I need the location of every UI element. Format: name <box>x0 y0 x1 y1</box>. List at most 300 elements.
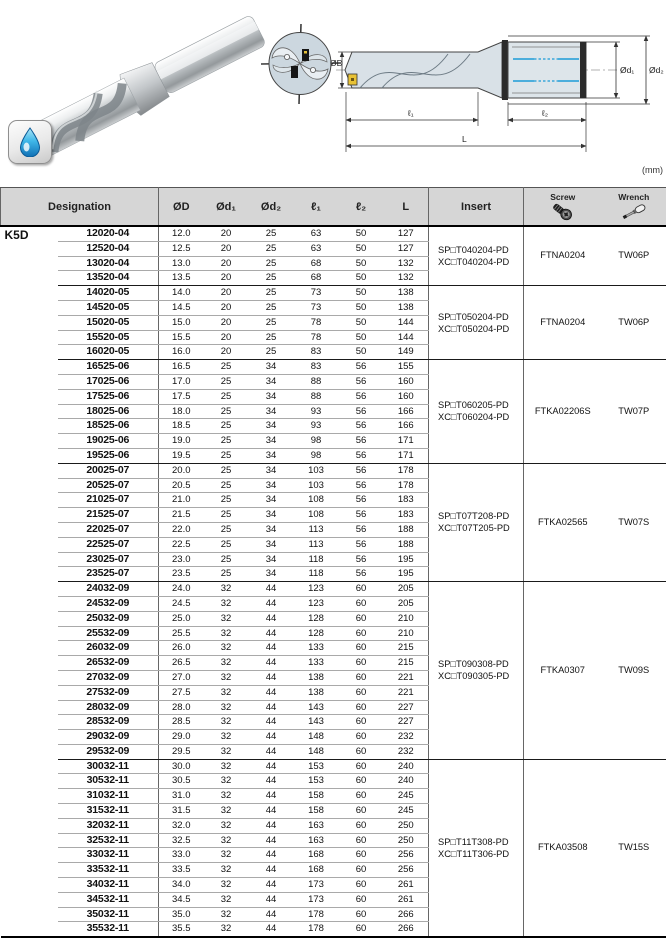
value-cell: 32 <box>204 789 249 804</box>
value-cell: 188 <box>384 522 429 537</box>
insert-code: SP□T090308-PD <box>438 658 523 670</box>
value-cell: 15.5 <box>159 330 204 345</box>
table-row <box>1 360 666 375</box>
value-cell: 60 <box>339 759 384 774</box>
value-cell: 168 <box>294 848 339 863</box>
header-L: L <box>384 188 429 227</box>
value-cell: 127 <box>384 226 429 241</box>
value-cell: 256 <box>384 848 429 863</box>
value-cell: 34 <box>249 508 294 523</box>
value-cell: 60 <box>339 863 384 878</box>
value-cell: 56 <box>339 419 384 434</box>
value-cell: 31.5 <box>159 804 204 819</box>
value-cell: 32 <box>204 774 249 789</box>
value-cell: 32 <box>204 759 249 774</box>
designation-cell: 25032-09 <box>58 611 159 626</box>
designation-cell: 17525-06 <box>58 389 159 404</box>
designation-cell: 12020-04 <box>58 226 159 241</box>
value-cell: 20 <box>204 271 249 286</box>
value-cell: 16.0 <box>159 345 204 360</box>
value-cell: 78 <box>294 315 339 330</box>
screw-label: Screw <box>550 192 575 202</box>
header-insert: Insert <box>429 188 524 227</box>
value-cell: 25 <box>204 360 249 375</box>
value-cell: 133 <box>294 656 339 671</box>
header-od1: Ød₁ <box>204 188 249 227</box>
designation-cell: 16525-06 <box>58 360 159 375</box>
dim-label-od: ØD <box>330 58 343 68</box>
value-cell: 60 <box>339 596 384 611</box>
value-cell: 25 <box>249 241 294 256</box>
value-cell: 19.0 <box>159 434 204 449</box>
value-cell: 266 <box>384 922 429 937</box>
value-cell: 153 <box>294 759 339 774</box>
value-cell: 44 <box>249 863 294 878</box>
value-cell: 20.0 <box>159 463 204 478</box>
value-cell: 60 <box>339 730 384 745</box>
value-cell: 250 <box>384 818 429 833</box>
table-row <box>1 582 666 597</box>
value-cell: 29.5 <box>159 744 204 759</box>
value-cell: 173 <box>294 892 339 907</box>
value-cell: 56 <box>339 537 384 552</box>
value-cell: 34 <box>249 360 294 375</box>
designation-cell: 15020-05 <box>58 315 159 330</box>
value-cell: 34.0 <box>159 878 204 893</box>
screw-code: FTKA0307 <box>524 582 602 760</box>
value-cell: 60 <box>339 922 384 937</box>
value-cell: 221 <box>384 685 429 700</box>
value-cell: 24.5 <box>159 596 204 611</box>
value-cell: 25 <box>249 256 294 271</box>
value-cell: 25 <box>249 300 294 315</box>
value-cell: 25 <box>204 478 249 493</box>
value-cell: 60 <box>339 744 384 759</box>
designation-cell: 32032-11 <box>58 818 159 833</box>
designation-cell: 33532-11 <box>58 863 159 878</box>
value-cell: 266 <box>384 907 429 922</box>
value-cell: 50 <box>339 300 384 315</box>
value-cell: 34 <box>249 448 294 463</box>
insert-code: XC□T060204-PD <box>438 411 523 423</box>
value-cell: 25 <box>204 522 249 537</box>
drill-product-photo <box>10 0 290 170</box>
value-cell: 25 <box>204 389 249 404</box>
value-cell: 50 <box>339 330 384 345</box>
value-cell: 50 <box>339 315 384 330</box>
value-cell: 24.0 <box>159 582 204 597</box>
designation-cell: 15520-05 <box>58 330 159 345</box>
value-cell: 160 <box>384 389 429 404</box>
value-cell: 227 <box>384 715 429 730</box>
value-cell: 44 <box>249 670 294 685</box>
insert-code: SP□T11T308-PD <box>438 836 523 848</box>
designation-cell: 28532-09 <box>58 715 159 730</box>
value-cell: 35.5 <box>159 922 204 937</box>
designation-cell: 33032-11 <box>58 848 159 863</box>
value-cell: 44 <box>249 596 294 611</box>
header-screw <box>524 188 602 227</box>
designation-cell: 20525-07 <box>58 478 159 493</box>
value-cell: 50 <box>339 345 384 360</box>
dim-label-l2: ℓ₂ <box>541 108 548 118</box>
value-cell: 27.5 <box>159 685 204 700</box>
value-cell: 50 <box>339 271 384 286</box>
value-cell: 44 <box>249 818 294 833</box>
value-cell: 83 <box>294 345 339 360</box>
value-cell: 27.0 <box>159 670 204 685</box>
value-cell: 178 <box>384 463 429 478</box>
insert-code: XC□T050204-PD <box>438 323 523 335</box>
value-cell: 56 <box>339 552 384 567</box>
value-cell: 56 <box>339 478 384 493</box>
value-cell: 232 <box>384 744 429 759</box>
designation-cell: 24032-09 <box>58 582 159 597</box>
value-cell: 25 <box>204 419 249 434</box>
value-cell: 23.5 <box>159 567 204 582</box>
value-cell: 32 <box>204 700 249 715</box>
value-cell: 22.0 <box>159 522 204 537</box>
value-cell: 33.5 <box>159 863 204 878</box>
value-cell: 183 <box>384 493 429 508</box>
value-cell: 32 <box>204 907 249 922</box>
designation-cell: 34532-11 <box>58 892 159 907</box>
value-cell: 215 <box>384 656 429 671</box>
value-cell: 138 <box>294 685 339 700</box>
drawing-body <box>345 42 502 98</box>
value-cell: 68 <box>294 256 339 271</box>
value-cell: 26.0 <box>159 641 204 656</box>
designation-cell: 23025-07 <box>58 552 159 567</box>
table-row <box>1 759 666 774</box>
value-cell: 240 <box>384 774 429 789</box>
wrench-icon <box>621 203 647 221</box>
value-cell: 32 <box>204 863 249 878</box>
screw-code: FTKA03508 <box>524 759 602 937</box>
drill-end-view-diagram <box>261 24 341 104</box>
value-cell: 60 <box>339 715 384 730</box>
designation-cell: 17025-06 <box>58 374 159 389</box>
designation-cell: 16020-05 <box>58 345 159 360</box>
header-designation: Designation <box>1 188 159 227</box>
value-cell: 60 <box>339 892 384 907</box>
table-row <box>1 463 666 478</box>
value-cell: 34.5 <box>159 892 204 907</box>
designation-cell: 31532-11 <box>58 804 159 819</box>
value-cell: 56 <box>339 493 384 508</box>
value-cell: 25 <box>204 552 249 567</box>
value-cell: 60 <box>339 907 384 922</box>
value-cell: 21.5 <box>159 508 204 523</box>
value-cell: 132 <box>384 271 429 286</box>
insert-code: SP□T050204-PD <box>438 311 523 323</box>
value-cell: 13.0 <box>159 256 204 271</box>
value-cell: 128 <box>294 626 339 641</box>
table-row <box>1 226 666 241</box>
value-cell: 166 <box>384 419 429 434</box>
value-cell: 132 <box>384 256 429 271</box>
dim-label-L: L <box>462 134 467 144</box>
value-cell: 20.5 <box>159 478 204 493</box>
designation-cell: 32532-11 <box>58 833 159 848</box>
value-cell: 178 <box>294 922 339 937</box>
value-cell: 32.0 <box>159 818 204 833</box>
value-cell: 32 <box>204 626 249 641</box>
value-cell: 128 <box>294 611 339 626</box>
value-cell: 34 <box>249 552 294 567</box>
value-cell: 28.5 <box>159 715 204 730</box>
value-cell: 44 <box>249 626 294 641</box>
value-cell: 25 <box>204 567 249 582</box>
value-cell: 25 <box>204 463 249 478</box>
designation-cell: 18025-06 <box>58 404 159 419</box>
insert-code: SP□T040204-PD <box>438 244 523 256</box>
value-cell: 20 <box>204 315 249 330</box>
value-cell: 103 <box>294 478 339 493</box>
value-cell: 113 <box>294 537 339 552</box>
value-cell: 78 <box>294 330 339 345</box>
insert-cell <box>429 360 524 464</box>
value-cell: 21.0 <box>159 493 204 508</box>
value-cell: 32 <box>204 892 249 907</box>
value-cell: 160 <box>384 374 429 389</box>
value-cell: 56 <box>339 522 384 537</box>
value-cell: 25 <box>249 286 294 301</box>
designation-cell: 34032-11 <box>58 878 159 893</box>
value-cell: 261 <box>384 878 429 893</box>
value-cell: 60 <box>339 804 384 819</box>
value-cell: 153 <box>294 774 339 789</box>
value-cell: 20 <box>204 226 249 241</box>
designation-cell: 13020-04 <box>58 256 159 271</box>
value-cell: 210 <box>384 611 429 626</box>
value-cell: 245 <box>384 804 429 819</box>
value-cell: 88 <box>294 389 339 404</box>
value-cell: 73 <box>294 286 339 301</box>
value-cell: 56 <box>339 434 384 449</box>
value-cell: 138 <box>384 300 429 315</box>
value-cell: 50 <box>339 241 384 256</box>
screw-code: FTKA02565 <box>524 463 602 581</box>
value-cell: 56 <box>339 508 384 523</box>
value-cell: 17.0 <box>159 374 204 389</box>
value-cell: 31.0 <box>159 789 204 804</box>
value-cell: 60 <box>339 626 384 641</box>
value-cell: 20 <box>204 256 249 271</box>
wrench-code: TW07S <box>602 463 666 581</box>
value-cell: 50 <box>339 286 384 301</box>
value-cell: 25 <box>204 404 249 419</box>
value-cell: 20 <box>204 330 249 345</box>
value-cell: 25 <box>204 493 249 508</box>
value-cell: 118 <box>294 552 339 567</box>
value-cell: 34 <box>249 434 294 449</box>
value-cell: 103 <box>294 463 339 478</box>
value-cell: 205 <box>384 596 429 611</box>
value-cell: 60 <box>339 670 384 685</box>
value-cell: 26.5 <box>159 656 204 671</box>
value-cell: 44 <box>249 656 294 671</box>
value-cell: 261 <box>384 892 429 907</box>
value-cell: 44 <box>249 789 294 804</box>
value-cell: 25 <box>249 226 294 241</box>
value-cell: 25 <box>204 434 249 449</box>
illustration-band <box>0 0 666 186</box>
designation-cell: 14520-05 <box>58 300 159 315</box>
value-cell: 50 <box>339 226 384 241</box>
value-cell: 60 <box>339 789 384 804</box>
value-cell: 44 <box>249 878 294 893</box>
value-cell: 44 <box>249 582 294 597</box>
value-cell: 44 <box>249 833 294 848</box>
value-cell: 44 <box>249 774 294 789</box>
value-cell: 60 <box>339 848 384 863</box>
coolant-icon <box>8 120 52 164</box>
value-cell: 158 <box>294 789 339 804</box>
drawing-step-band <box>502 40 508 100</box>
table-row <box>1 286 666 301</box>
value-cell: 25.0 <box>159 611 204 626</box>
value-cell: 25 <box>204 537 249 552</box>
value-cell: 32 <box>204 670 249 685</box>
value-cell: 32 <box>204 641 249 656</box>
value-cell: 138 <box>384 286 429 301</box>
dimension-drawing <box>330 8 666 160</box>
value-cell: 98 <box>294 434 339 449</box>
value-cell: 195 <box>384 567 429 582</box>
designation-cell: 30032-11 <box>58 759 159 774</box>
value-cell: 44 <box>249 744 294 759</box>
value-cell: 63 <box>294 241 339 256</box>
wrench-code: TW15S <box>602 759 666 937</box>
value-cell: 123 <box>294 582 339 597</box>
wrench-label: Wrench <box>618 192 649 202</box>
value-cell: 25 <box>249 345 294 360</box>
value-cell: 60 <box>339 774 384 789</box>
value-cell: 168 <box>294 863 339 878</box>
value-cell: 30.0 <box>159 759 204 774</box>
value-cell: 127 <box>384 241 429 256</box>
header-l1: ℓ₁ <box>294 188 339 227</box>
insert-code: XC□T040204-PD <box>438 256 523 268</box>
value-cell: 44 <box>249 892 294 907</box>
value-cell: 138 <box>294 670 339 685</box>
value-cell: 32 <box>204 744 249 759</box>
value-cell: 144 <box>384 315 429 330</box>
value-cell: 123 <box>294 596 339 611</box>
value-cell: 173 <box>294 878 339 893</box>
value-cell: 133 <box>294 641 339 656</box>
designation-cell: 21525-07 <box>58 508 159 523</box>
value-cell: 178 <box>384 478 429 493</box>
value-cell: 60 <box>339 641 384 656</box>
value-cell: 44 <box>249 700 294 715</box>
value-cell: 18.0 <box>159 404 204 419</box>
designation-cell: 26032-09 <box>58 641 159 656</box>
wrench-code: TW06P <box>602 226 666 286</box>
value-cell: 32 <box>204 611 249 626</box>
dim-label-l1: ℓ₁ <box>407 108 414 118</box>
wrench-code: TW09S <box>602 582 666 760</box>
value-cell: 32 <box>204 730 249 745</box>
value-cell: 34 <box>249 567 294 582</box>
coolant-drop-icon <box>17 127 43 157</box>
designation-cell: 27032-09 <box>58 670 159 685</box>
screw-icon <box>551 203 575 221</box>
screw-code: FTNA0204 <box>524 286 602 360</box>
value-cell: 256 <box>384 863 429 878</box>
value-cell: 118 <box>294 567 339 582</box>
value-cell: 23.0 <box>159 552 204 567</box>
value-cell: 60 <box>339 656 384 671</box>
value-cell: 108 <box>294 508 339 523</box>
value-cell: 108 <box>294 493 339 508</box>
dim-label-od2: Ød₂ <box>649 65 664 75</box>
value-cell: 163 <box>294 833 339 848</box>
value-cell: 44 <box>249 685 294 700</box>
value-cell: 34 <box>249 478 294 493</box>
insert-code: SP□T060205-PD <box>438 399 523 411</box>
designation-cell: 25532-09 <box>58 626 159 641</box>
value-cell: 44 <box>249 641 294 656</box>
wrench-code: TW07P <box>602 360 666 464</box>
header-row <box>1 188 666 227</box>
value-cell: 32 <box>204 715 249 730</box>
value-cell: 25 <box>249 330 294 345</box>
value-cell: 143 <box>294 715 339 730</box>
value-cell: 56 <box>339 404 384 419</box>
value-cell: 44 <box>249 907 294 922</box>
value-cell: 215 <box>384 641 429 656</box>
insert-cell <box>429 463 524 581</box>
value-cell: 60 <box>339 833 384 848</box>
value-cell: 166 <box>384 404 429 419</box>
value-cell: 56 <box>339 374 384 389</box>
designation-cell: 21025-07 <box>58 493 159 508</box>
designation-cell: 19525-06 <box>58 448 159 463</box>
value-cell: 178 <box>294 907 339 922</box>
insert-code: SP□T07T208-PD <box>438 510 523 522</box>
value-cell: 44 <box>249 804 294 819</box>
designation-cell: 22025-07 <box>58 522 159 537</box>
value-cell: 25 <box>204 448 249 463</box>
value-cell: 34 <box>249 404 294 419</box>
value-cell: 32 <box>204 833 249 848</box>
value-cell: 88 <box>294 374 339 389</box>
value-cell: 34 <box>249 537 294 552</box>
value-cell: 60 <box>339 818 384 833</box>
designation-cell: 20025-07 <box>58 463 159 478</box>
value-cell: 227 <box>384 700 429 715</box>
value-cell: 148 <box>294 744 339 759</box>
designation-cell: 14020-05 <box>58 286 159 301</box>
designation-cell: 35532-11 <box>58 922 159 937</box>
header-l2: ℓ₂ <box>339 188 384 227</box>
value-cell: 60 <box>339 878 384 893</box>
value-cell: 143 <box>294 700 339 715</box>
spec-table <box>0 187 666 938</box>
wrench-code: TW06P <box>602 286 666 360</box>
value-cell: 68 <box>294 271 339 286</box>
value-cell: 60 <box>339 685 384 700</box>
value-cell: 195 <box>384 552 429 567</box>
designation-cell: 12520-04 <box>58 241 159 256</box>
screw-code: FTNA0204 <box>524 226 602 286</box>
value-cell: 29.0 <box>159 730 204 745</box>
value-cell: 240 <box>384 759 429 774</box>
value-cell: 205 <box>384 582 429 597</box>
value-cell: 32 <box>204 582 249 597</box>
